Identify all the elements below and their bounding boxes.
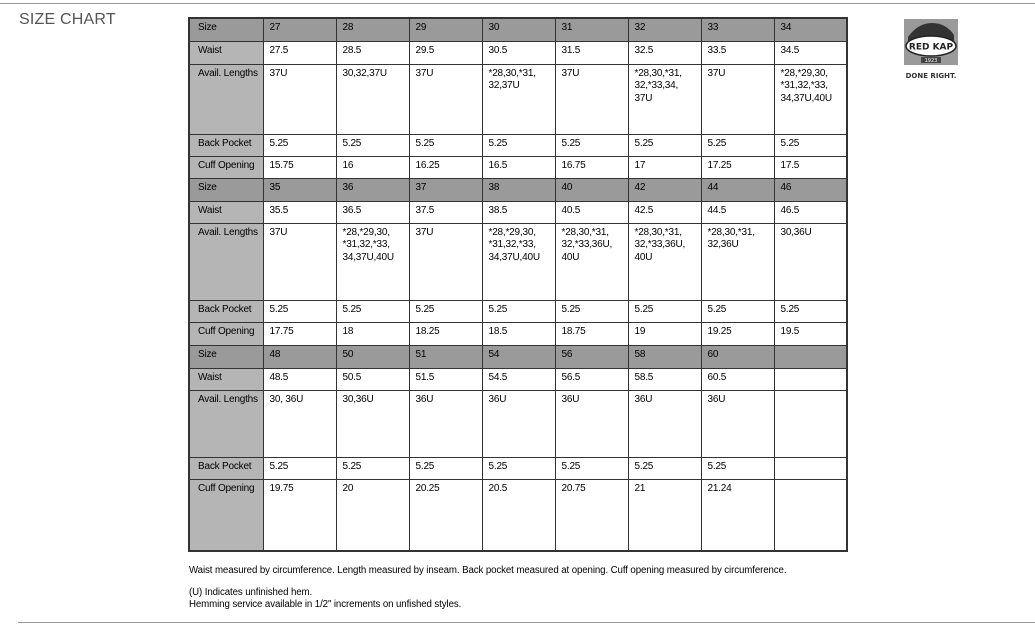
table-cell: 5.25 <box>701 300 774 322</box>
table-cell <box>555 390 628 457</box>
table-cell: 54.5 <box>482 368 555 390</box>
table-cell: 18 <box>336 322 409 345</box>
length-line: *28,30,*31, <box>488 67 536 79</box>
size-chart-body <box>189 18 847 551</box>
table-cell: 18.75 <box>555 322 628 345</box>
table-cell: 21.24 <box>701 479 774 551</box>
length-line: 37U <box>415 226 434 238</box>
table-cell <box>628 390 701 457</box>
footnotes <box>189 565 786 611</box>
table-cell: 5.25 <box>482 457 555 479</box>
table-cell <box>482 390 555 457</box>
table-cell: 40 <box>555 178 628 201</box>
table-cell: 5.25 <box>628 300 701 322</box>
table-cell: 16.25 <box>409 156 482 178</box>
table-cell: 35 <box>263 178 336 201</box>
size-row <box>189 178 847 201</box>
length-line: *28,*29,30, <box>488 226 536 238</box>
length-line: *31,32,*33, <box>488 239 536 250</box>
table-cell: 32 <box>628 18 701 41</box>
table-cell: 36.5 <box>336 201 409 223</box>
table-cell: 18.25 <box>409 322 482 345</box>
logo-year: 1923 <box>924 58 938 64</box>
table-cell: 31 <box>555 18 628 41</box>
length-line: 34,37U,40U <box>342 251 394 263</box>
table-cell <box>263 64 336 134</box>
table-cell <box>409 64 482 134</box>
logo-tagline: DONE RIGHT. <box>905 72 957 80</box>
logo-brand: RED KAP <box>908 42 954 53</box>
table-cell: 5.25 <box>263 300 336 322</box>
table-cell: 40.5 <box>555 201 628 223</box>
table-cell <box>409 390 482 457</box>
table-cell <box>336 390 409 457</box>
table-cell: 17.25 <box>701 156 774 178</box>
table-cell: 16.5 <box>482 156 555 178</box>
table-cell: 5.25 <box>336 300 409 322</box>
table-cell: 58.5 <box>628 368 701 390</box>
length-line: 30,36U <box>780 226 812 238</box>
table-cell: 28.5 <box>336 41 409 64</box>
size-chart-table <box>188 17 848 552</box>
length-line: 32,*33,36U, <box>561 239 613 250</box>
length-line: 36U <box>415 393 434 405</box>
length-line: 36U <box>634 393 653 405</box>
length-line: 37U <box>561 67 580 79</box>
table-cell: 60 <box>701 345 774 368</box>
length-line: *28,*29,30, <box>780 67 828 79</box>
cuff-opening-row <box>189 156 847 178</box>
page-title: SIZE CHART <box>19 11 116 28</box>
measurement-note: Waist measured by circumference. Length measured by inseam. Back pocket measured at opening. Cuff opening measured by circumference. <box>189 565 787 576</box>
table-cell: 44 <box>701 178 774 201</box>
table-cell <box>482 223 555 300</box>
table-cell: 19 <box>628 322 701 345</box>
table-cell: 32.5 <box>628 41 701 64</box>
row-label: Size <box>189 18 263 41</box>
table-cell: 19.5 <box>774 322 847 345</box>
table-cell: 17 <box>628 156 701 178</box>
row-label: Back Pocket <box>189 300 263 322</box>
row-label: Back Pocket <box>189 457 263 479</box>
table-cell: 5.25 <box>263 457 336 479</box>
table-cell: 5.25 <box>336 134 409 156</box>
table-cell: 20.5 <box>482 479 555 551</box>
length-line: *31,32,*33, <box>780 80 828 91</box>
size-row <box>189 345 847 368</box>
table-cell: 5.25 <box>409 134 482 156</box>
table-cell <box>774 64 847 134</box>
table-cell: 20 <box>336 479 409 551</box>
table-cell: 29.5 <box>409 41 482 64</box>
waist-row <box>189 368 847 390</box>
table-cell: 30.5 <box>482 41 555 64</box>
table-cell: 48 <box>263 345 336 368</box>
table-cell: 51 <box>409 345 482 368</box>
table-cell <box>701 390 774 457</box>
table-cell: 19.25 <box>701 322 774 345</box>
lengths-row <box>189 390 847 457</box>
length-line: 36U <box>561 393 580 405</box>
back-pocket-row <box>189 134 847 156</box>
table-cell <box>774 479 847 551</box>
length-line: 37U <box>269 226 288 238</box>
table-cell: 27.5 <box>263 41 336 64</box>
length-line: 37U <box>634 92 653 104</box>
row-label: Waist <box>189 201 263 223</box>
length-line: 36U <box>707 393 726 405</box>
table-cell <box>774 368 847 390</box>
length-line: *31,32,*33, <box>342 239 390 250</box>
table-cell: 5.25 <box>555 134 628 156</box>
length-line: *28,30,*31, <box>634 67 682 79</box>
length-line: 30,36U <box>342 393 374 405</box>
top-divider <box>0 3 1035 4</box>
length-line: 36U <box>488 393 507 405</box>
table-cell: 42 <box>628 178 701 201</box>
table-cell <box>774 223 847 300</box>
table-cell: 33 <box>701 18 774 41</box>
table-cell: 5.25 <box>701 457 774 479</box>
table-cell: 5.25 <box>701 134 774 156</box>
table-cell: 17.75 <box>263 322 336 345</box>
length-line: *28,30,*31, <box>561 226 609 238</box>
length-line: 37U <box>269 67 288 79</box>
back-pocket-row <box>189 457 847 479</box>
table-cell: 38 <box>482 178 555 201</box>
table-cell: 48.5 <box>263 368 336 390</box>
row-label: Waist <box>189 41 263 64</box>
table-cell: 20.25 <box>409 479 482 551</box>
bottom-divider <box>18 622 1035 623</box>
length-line: 37U <box>415 67 434 79</box>
table-cell <box>482 64 555 134</box>
row-label: Avail. Lengths <box>189 223 263 300</box>
unfinished-hem-note: (U) Indicates unfinished hem. <box>189 587 313 598</box>
length-line: 30, 36U <box>269 393 304 405</box>
table-cell: 16.75 <box>555 156 628 178</box>
row-label: Back Pocket <box>189 134 263 156</box>
length-line: 40U <box>561 251 580 263</box>
table-cell: 60.5 <box>701 368 774 390</box>
length-line: 34,37U,40U <box>488 251 540 263</box>
table-cell <box>263 223 336 300</box>
row-label: Size <box>189 345 263 368</box>
table-cell <box>774 457 847 479</box>
table-cell: 5.25 <box>555 457 628 479</box>
table-cell: 42.5 <box>628 201 701 223</box>
table-cell <box>701 64 774 134</box>
length-line: 32,*33,34, <box>634 80 679 91</box>
row-label: Cuff Opening <box>189 479 263 551</box>
table-cell: 21 <box>628 479 701 551</box>
table-cell <box>409 223 482 300</box>
red-kap-logo <box>902 17 960 83</box>
table-cell: 50 <box>336 345 409 368</box>
size-row <box>189 18 847 41</box>
table-cell: 36 <box>336 178 409 201</box>
table-cell <box>336 223 409 300</box>
table-cell: 38.5 <box>482 201 555 223</box>
table-cell: 54 <box>482 345 555 368</box>
table-cell: 37 <box>409 178 482 201</box>
table-cell: 5.25 <box>263 134 336 156</box>
table-cell: 18.5 <box>482 322 555 345</box>
table-cell: 30 <box>482 18 555 41</box>
row-label: Cuff Opening <box>189 322 263 345</box>
table-cell: 56 <box>555 345 628 368</box>
table-cell: 5.25 <box>409 300 482 322</box>
table-cell <box>774 345 847 368</box>
table-cell: 34 <box>774 18 847 41</box>
table-cell <box>774 390 847 457</box>
table-cell <box>701 223 774 300</box>
cuff-opening-row <box>189 479 847 551</box>
length-line: 40U <box>634 251 653 263</box>
table-cell: 31.5 <box>555 41 628 64</box>
table-cell: 33.5 <box>701 41 774 64</box>
cuff-opening-row <box>189 322 847 345</box>
table-cell: 5.25 <box>336 457 409 479</box>
table-cell <box>555 64 628 134</box>
waist-row <box>189 41 847 64</box>
table-cell: 46.5 <box>774 201 847 223</box>
table-cell: 5.25 <box>482 300 555 322</box>
length-line: *28,*29,30, <box>342 226 390 238</box>
table-cell: 15.75 <box>263 156 336 178</box>
table-cell: 56.5 <box>555 368 628 390</box>
lengths-row <box>189 223 847 300</box>
table-cell: 5.25 <box>774 134 847 156</box>
table-cell: 16 <box>336 156 409 178</box>
table-cell: 29 <box>409 18 482 41</box>
row-label: Avail. Lengths <box>189 64 263 134</box>
table-cell <box>555 223 628 300</box>
table-cell: 17.5 <box>774 156 847 178</box>
table-cell: 5.25 <box>628 134 701 156</box>
row-label: Cuff Opening <box>189 156 263 178</box>
table-cell: 20.75 <box>555 479 628 551</box>
table-cell: 5.25 <box>555 300 628 322</box>
length-line: *28,30,*31, <box>707 226 755 238</box>
table-cell: 46 <box>774 178 847 201</box>
table-cell: 35.5 <box>263 201 336 223</box>
row-label: Avail. Lengths <box>189 390 263 457</box>
table-cell: 50.5 <box>336 368 409 390</box>
length-line: 32,*33,36U, <box>634 239 686 250</box>
table-cell: 5.25 <box>774 300 847 322</box>
length-line: 30,32,37U <box>342 67 387 79</box>
row-label: Waist <box>189 368 263 390</box>
lengths-row <box>189 64 847 134</box>
length-line: 34,37U,40U <box>780 92 832 104</box>
table-cell <box>263 390 336 457</box>
table-cell <box>336 64 409 134</box>
table-cell <box>628 223 701 300</box>
table-cell: 58 <box>628 345 701 368</box>
hemming-service-note: Hemming service available in 1/2" increments on unfished styles. <box>189 599 462 610</box>
table-cell <box>628 64 701 134</box>
waist-row <box>189 201 847 223</box>
back-pocket-row <box>189 300 847 322</box>
row-label: Size <box>189 178 263 201</box>
table-cell: 28 <box>336 18 409 41</box>
table-cell: 5.25 <box>628 457 701 479</box>
table-cell: 5.25 <box>409 457 482 479</box>
length-line: 32,36U <box>707 239 739 250</box>
table-cell: 5.25 <box>482 134 555 156</box>
table-cell: 34.5 <box>774 41 847 64</box>
table-cell: 19.75 <box>263 479 336 551</box>
length-line: *28,30,*31, <box>634 226 682 238</box>
length-line: 32,37U <box>488 80 520 91</box>
table-cell: 51.5 <box>409 368 482 390</box>
table-cell: 44.5 <box>701 201 774 223</box>
length-line: 37U <box>707 67 726 79</box>
table-cell: 37.5 <box>409 201 482 223</box>
table-cell: 27 <box>263 18 336 41</box>
